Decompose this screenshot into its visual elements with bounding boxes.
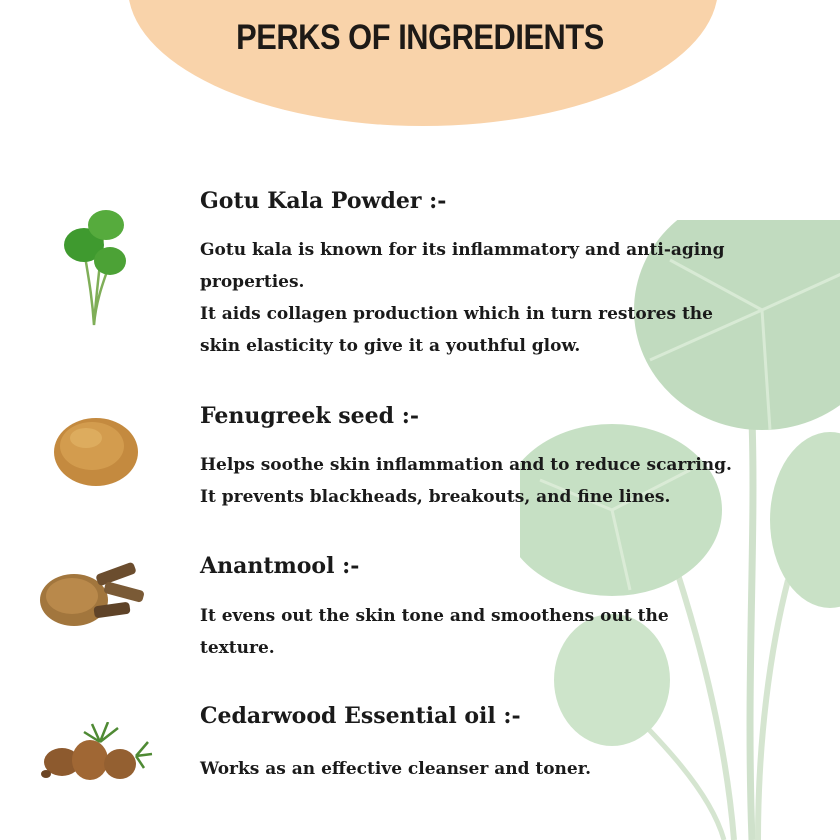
ingredient-title-fenugreek: Fenugreek seed :- [200,403,419,429]
ingredient-title-anantmool: Anantmool :- [200,553,360,579]
description-line: It aids collagen production which in turn restores the [200,304,713,324]
description-line: Works as an effective cleanser and toner. [200,759,592,779]
ingredient-description-cedarwood [200,753,800,785]
description-line: Gotu kala is known for its inflammatory and anti-aging [200,240,725,260]
description-line: texture. [200,638,275,658]
anantmool-root-icon [38,560,150,632]
description-line: Helps soothe skin inflammation and to reduce scarring. [200,455,732,475]
description-line: properties. [200,272,305,292]
description-line: It prevents blackheads, breakouts, and fine lines. [200,487,671,507]
description-line: It evens out the skin tone and smoothens out the [200,606,669,626]
ingredient-title-cedarwood: Cedarwood Essential oil :- [200,703,521,729]
ingredient-description-anantmool [200,600,800,664]
ingredient-title-gotu-kala: Gotu Kala Powder :- [200,188,447,214]
gotu-kala-plant-icon [58,205,128,330]
ingredient-description-fenugreek [200,449,800,513]
page-title: PERKS OF INGREDIENTS [236,18,604,57]
cedarwood-cones-icon [40,722,154,784]
fenugreek-seeds-icon [50,408,142,490]
ingredient-description-gotu-kala [200,234,800,362]
description-line: skin elasticity to give it a youthful glow. [200,336,581,356]
